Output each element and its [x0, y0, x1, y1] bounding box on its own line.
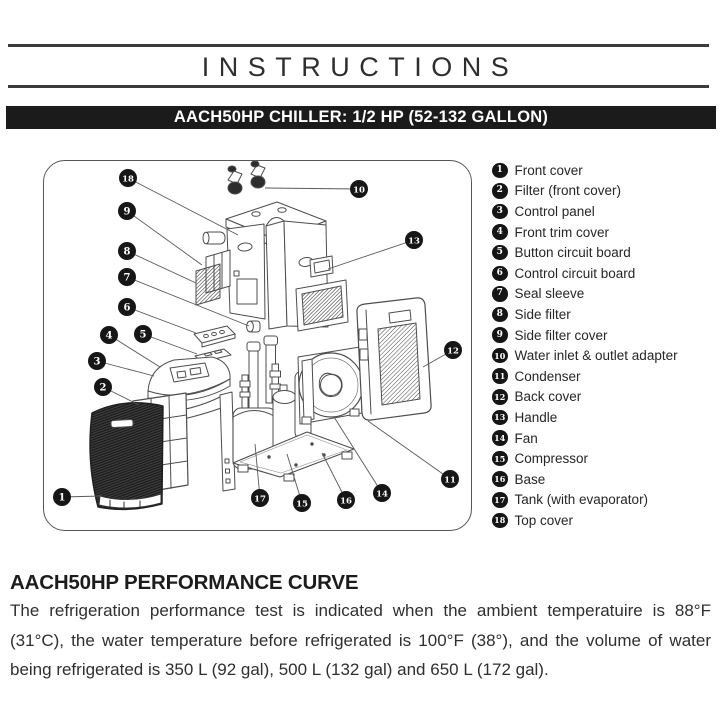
part-label: Control circuit board — [514, 265, 636, 281]
control-circuit-board-part — [194, 326, 235, 347]
part-number-badge: 1 — [492, 163, 508, 179]
callout-number: 1 — [58, 492, 66, 504]
part-number-badge: 18 — [492, 513, 508, 529]
part-number-badge: 9 — [492, 327, 508, 343]
part-label: Button circuit board — [514, 245, 631, 261]
exploded-diagram-frame — [43, 160, 472, 531]
part-list-item — [492, 263, 718, 284]
callout-number: 6 — [123, 302, 131, 314]
part-label: Seal sleeve — [514, 286, 585, 302]
part-number-badge: 12 — [492, 389, 508, 405]
part-list-item — [492, 510, 718, 531]
part-number-badge: 5 — [492, 245, 508, 261]
callout-leader-line — [127, 211, 202, 265]
callout-leader-line — [127, 251, 196, 283]
part-label: Base — [514, 471, 546, 487]
callout-leader-line — [265, 188, 359, 189]
part-label: Water inlet & outlet adapter — [514, 348, 678, 364]
part-number-badge: 2 — [492, 183, 508, 199]
part-list-item — [492, 242, 718, 263]
body-shell-part — [227, 217, 348, 331]
body-side-pipe — [203, 232, 225, 244]
performance-heading: AACH50HP PERFORMANCE CURVE — [10, 571, 359, 594]
part-list-item — [492, 325, 718, 346]
callout-number: 4 — [105, 330, 113, 342]
part-number-badge: 16 — [492, 471, 508, 487]
product-banner: AACH50HP CHILLER: 1/2 HP (52-132 GALLON) — [6, 106, 716, 129]
part-number-badge: 14 — [492, 430, 508, 446]
exploded-diagram — [44, 161, 473, 532]
parts-list — [492, 160, 718, 531]
part-list-item — [492, 284, 718, 305]
callout-leader-line — [128, 178, 238, 235]
part-label: Side filter — [514, 306, 571, 322]
part-label: Compressor — [514, 451, 589, 467]
part-number-badge: 3 — [492, 204, 508, 220]
part-number-badge: 4 — [492, 224, 508, 240]
part-label: Front cover — [514, 162, 583, 178]
seal-sleeve-part — [247, 321, 260, 332]
top-rule — [8, 44, 709, 47]
callout-number: 7 — [123, 272, 131, 284]
part-number-badge: 13 — [492, 410, 508, 426]
part-list-item — [492, 304, 718, 325]
part-list-item — [492, 222, 718, 243]
part-label: Control panel — [514, 203, 595, 219]
performance-paragraph: The refrigeration performance test is indicated when the ambient temperatuire is 88°F (31°C), the water temperature before refrigerated is 100°F (38°), and the volume of water being refrigerated is 350 L (92 gal), 500 L (132 gal) and 650 L (172 gal). — [10, 601, 711, 679]
callout-number: 15 — [296, 499, 308, 510]
callout-number: 10 — [353, 185, 365, 196]
part-number-badge: 15 — [492, 451, 508, 467]
part-label: Front trim cover — [514, 224, 610, 240]
control-panel-part — [148, 357, 230, 401]
part-label: Tank (with evaporator) — [514, 492, 649, 508]
part-list-item — [492, 407, 718, 428]
part-list-item — [492, 181, 718, 202]
divider-rule — [8, 85, 709, 88]
part-label: Top cover — [514, 512, 574, 528]
callout-number: 2 — [99, 382, 107, 394]
part-list-item — [492, 160, 718, 181]
callout-number: 5 — [139, 329, 147, 341]
callout-leader-line — [109, 335, 160, 367]
callout-number: 9 — [123, 206, 131, 218]
part-label: Side filter cover — [514, 327, 608, 343]
part-list-item — [492, 345, 718, 366]
callout-number: 13 — [408, 236, 420, 247]
part-list-item — [492, 469, 718, 490]
callout-number: 8 — [123, 246, 131, 258]
callout-number: 12 — [447, 346, 459, 357]
part-list-item — [492, 201, 718, 222]
part-number-badge: 10 — [492, 348, 508, 364]
callout-number: 11 — [444, 475, 456, 486]
part-label: Back cover — [514, 389, 582, 405]
callout-number: 18 — [122, 174, 134, 185]
water-adapter-parts — [228, 161, 265, 194]
part-label: Fan — [514, 430, 538, 446]
part-list-item — [492, 387, 718, 408]
callout-leader-line — [334, 417, 382, 493]
callout-leader-line — [368, 421, 450, 479]
part-number-badge: 6 — [492, 266, 508, 282]
callout-number: 17 — [254, 494, 266, 505]
side-filter-part — [196, 264, 220, 305]
part-number-badge: 8 — [492, 307, 508, 323]
page-title: INSTRUCTIONS — [201, 52, 519, 82]
callout-number: 3 — [93, 356, 101, 368]
part-list-item — [492, 366, 718, 387]
callout-leader-line — [328, 240, 414, 269]
part-number-badge: 11 — [492, 368, 508, 384]
part-label: Condenser — [514, 368, 581, 384]
part-list-item — [492, 448, 718, 469]
callout-number: 14 — [376, 489, 388, 500]
callout-number: 16 — [340, 496, 352, 507]
part-list-item — [492, 490, 718, 511]
back-cover-part — [357, 298, 431, 420]
part-number-badge: 7 — [492, 286, 508, 302]
part-label: Filter (front cover) — [514, 183, 622, 199]
part-number-badge: 17 — [492, 492, 508, 508]
front-cover-part — [90, 403, 163, 510]
part-label: Handle — [514, 409, 558, 425]
part-list-item — [492, 428, 718, 449]
